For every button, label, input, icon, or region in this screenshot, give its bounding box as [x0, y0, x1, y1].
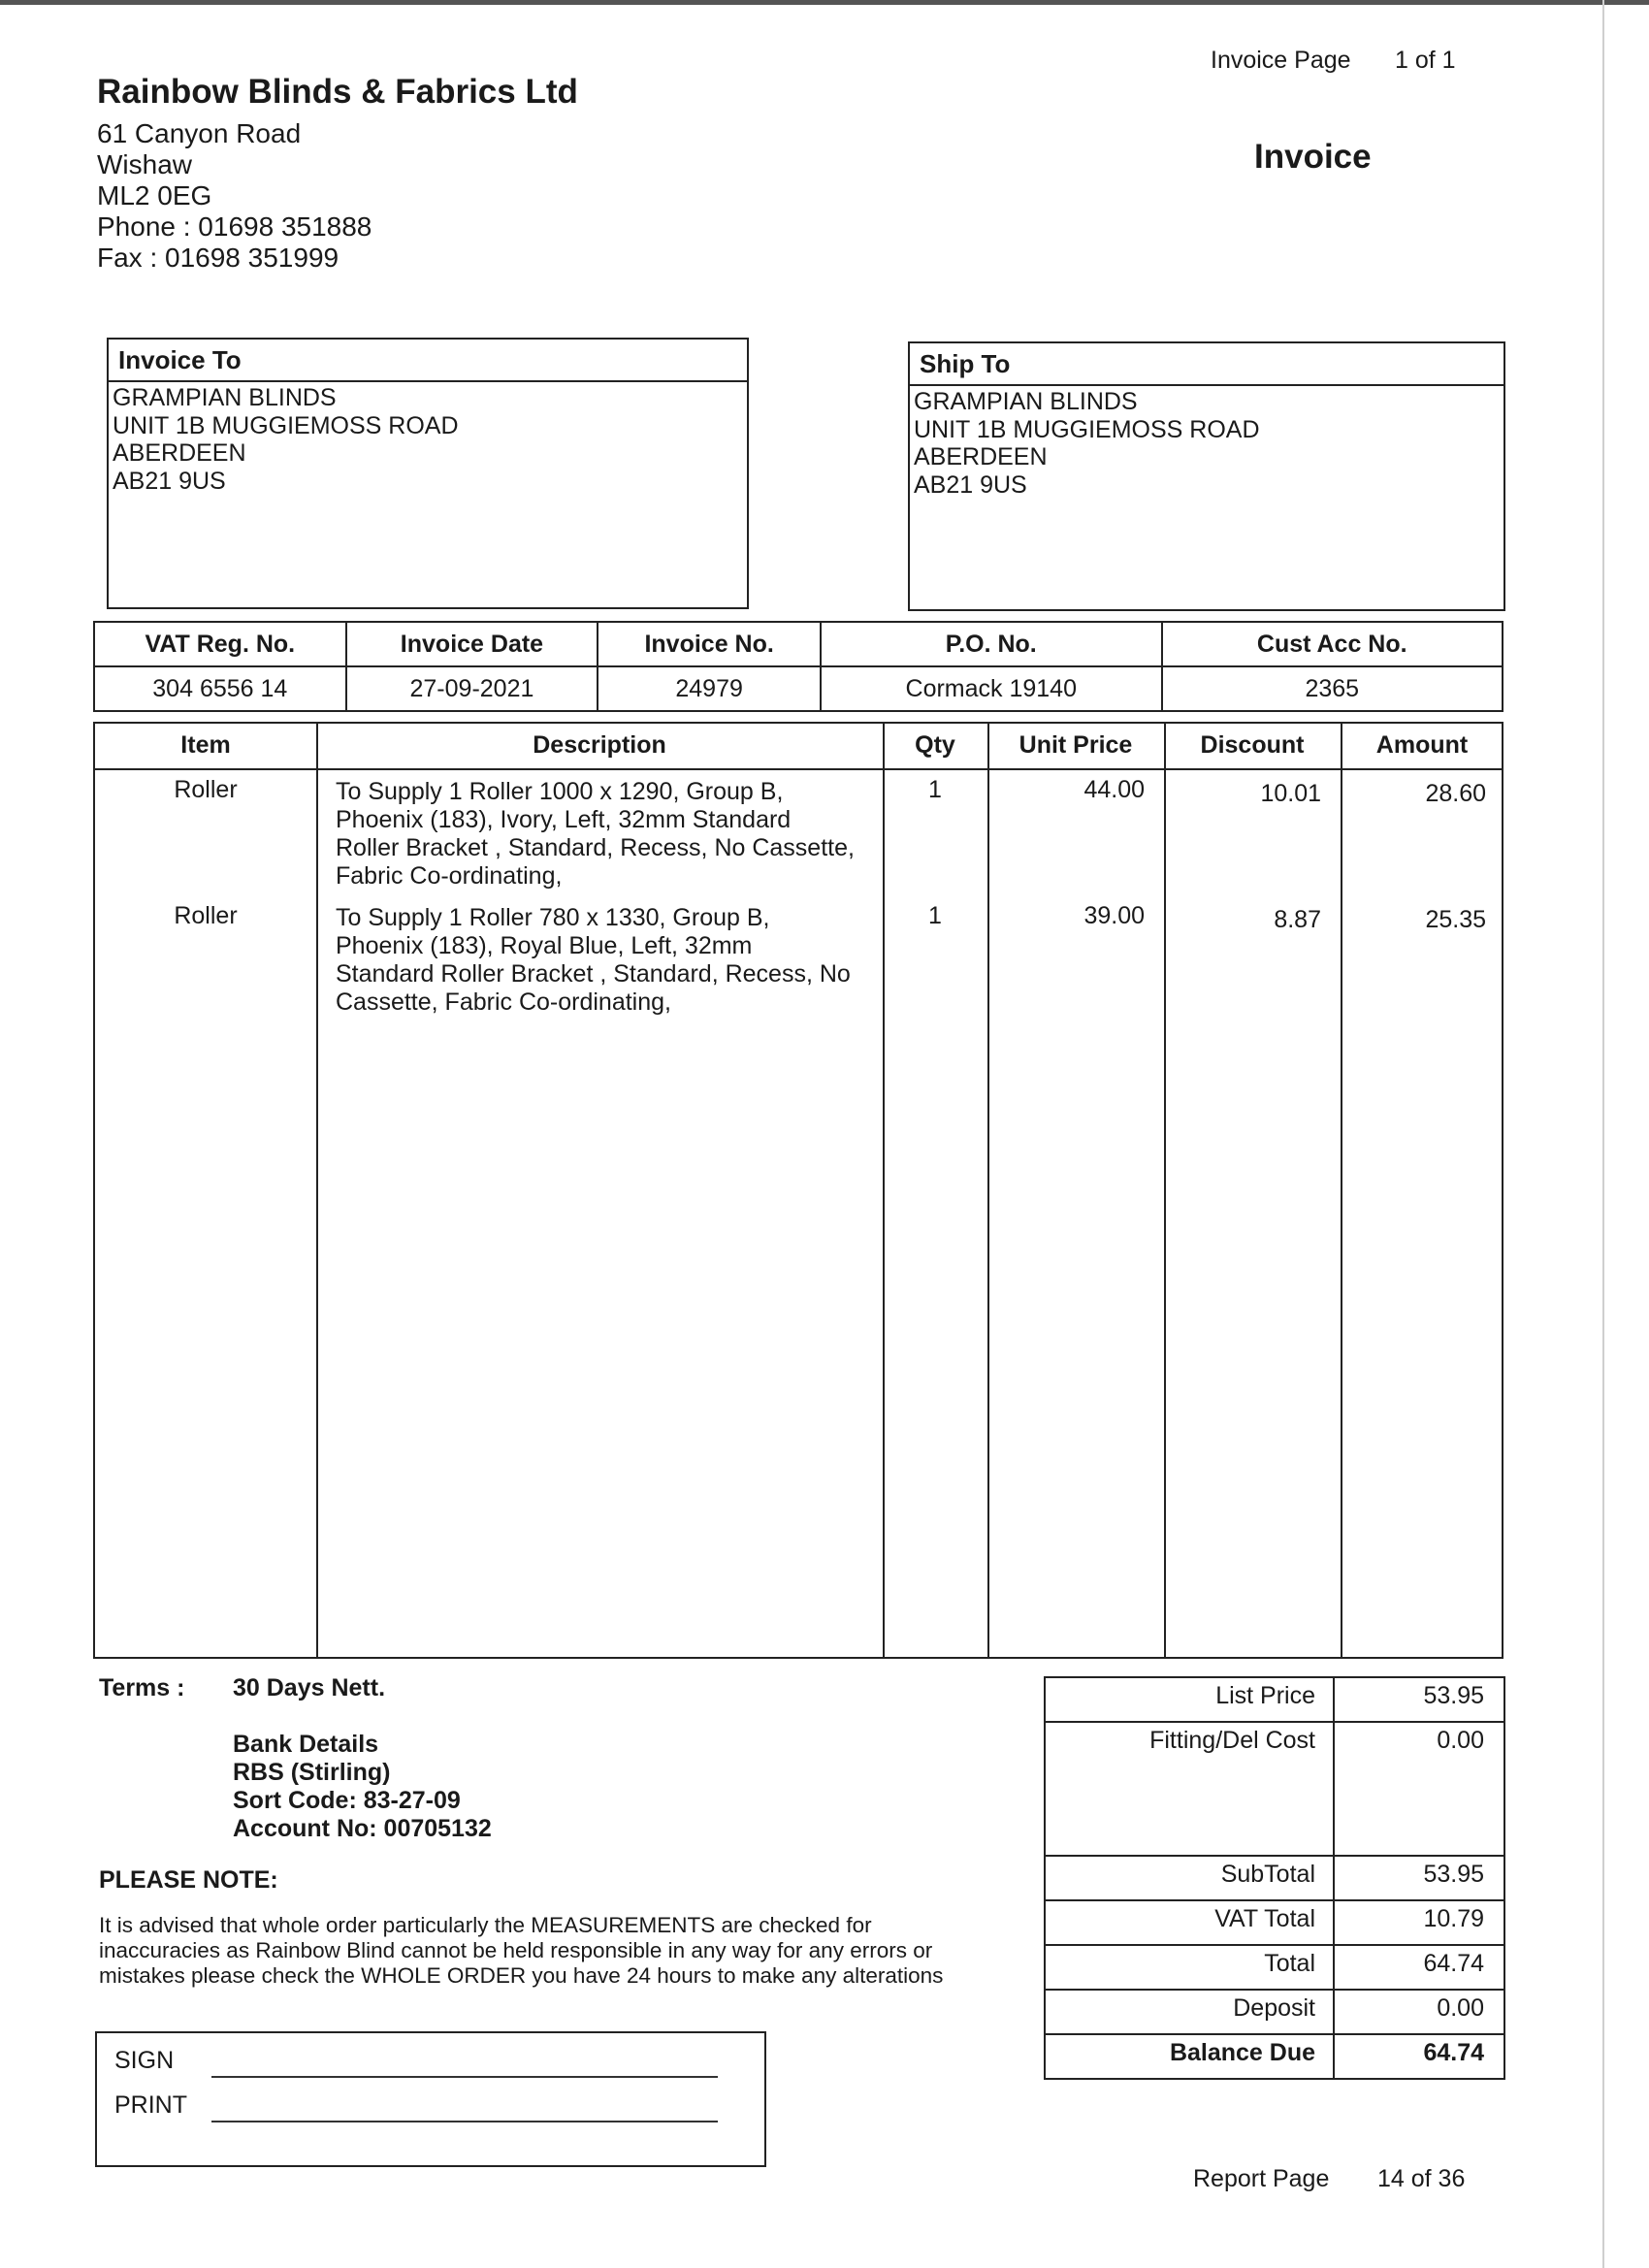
- totals-table: [1044, 1676, 1505, 2080]
- totals-row: [1045, 1722, 1504, 1856]
- report-page-value: 14 of 36: [1377, 2165, 1466, 2192]
- invoice-no-header: Invoice No.: [598, 622, 821, 666]
- invoice-page-value: 1 of 1: [1395, 47, 1456, 74]
- ship-to-line: ABERDEEN: [914, 443, 1048, 470]
- invoice-reference-table: [93, 621, 1504, 712]
- invoice-page-indicator: [1211, 47, 1456, 75]
- invoice-to-title: Invoice To: [109, 340, 747, 382]
- report-page-indicator: [1193, 2165, 1465, 2193]
- sign-label: SIGN: [114, 2047, 175, 2074]
- invoice-to-line: GRAMPIAN BLINDS: [113, 384, 337, 411]
- discount-cell: 8.87: [1274, 906, 1321, 933]
- cust-acc-header: Cust Acc No.: [1162, 622, 1503, 666]
- invoice-to-address: [109, 382, 747, 495]
- account-number: Account No: 00705132: [233, 1815, 492, 1842]
- line-items-table: [93, 722, 1504, 1659]
- invoice-date-value: 27-09-2021: [346, 666, 598, 711]
- deposit-value: 0.00: [1334, 1990, 1504, 2034]
- note-line: mistakes please check the WHOLE ORDER you have 24 hours to make any alterations: [99, 1963, 944, 1988]
- sort-code: Sort Code: 83-27-09: [233, 1787, 461, 1814]
- bank-details: [233, 1731, 492, 1843]
- totals-row: [1045, 2034, 1504, 2079]
- description-line: To Supply 1 Roller 1000 x 1290, Group B,: [336, 778, 784, 805]
- totals-row: [1045, 1900, 1504, 1945]
- list-price-value: 53.95: [1334, 1677, 1504, 1722]
- description-cell: [336, 778, 879, 891]
- ship-to-box: [908, 341, 1505, 611]
- company-address-line: 61 Canyon Road: [97, 118, 302, 148]
- note-line: It is advised that whole order particularly the MEASUREMENTS are checked for: [99, 1913, 872, 1937]
- totals-row: [1045, 1945, 1504, 1990]
- column-divider: [1341, 724, 1342, 1657]
- invoice-to-line: ABERDEEN: [113, 439, 246, 467]
- column-divider: [883, 724, 885, 1657]
- ship-to-line: AB21 9US: [914, 470, 1027, 499]
- fitting-del-cost-label: Fitting/Del Cost: [1045, 1722, 1334, 1856]
- po-no-header: P.O. No.: [821, 622, 1162, 666]
- company-address: [97, 118, 372, 274]
- company-name: Rainbow Blinds & Fabrics Ltd: [97, 73, 578, 111]
- amount-cell: 25.35: [1425, 906, 1486, 933]
- note-title: PLEASE NOTE:: [99, 1866, 278, 1894]
- unit-price-cell: 44.00: [1083, 776, 1145, 803]
- company-address-line: ML2 0EG: [97, 180, 212, 211]
- sign-line[interactable]: [211, 2076, 718, 2078]
- ship-to-line: UNIT 1B MUGGIEMOSS ROAD: [914, 415, 1260, 443]
- description-line: Phoenix (183), Ivory, Left, 32mm Standard: [336, 806, 792, 833]
- amount-header: Amount: [1375, 731, 1469, 759]
- invoice-to-line: AB21 9US: [113, 467, 226, 495]
- discount-header: Discount: [1200, 731, 1305, 759]
- unit-price-header: Unit Price: [1018, 731, 1133, 759]
- document-title: Invoice: [1254, 138, 1372, 176]
- vat-reg-value: 304 6556 14: [94, 666, 346, 711]
- totals-row: [1045, 1990, 1504, 2034]
- vat-total-value: 10.79: [1334, 1900, 1504, 1945]
- bank-name: RBS (Stirling): [233, 1759, 391, 1786]
- qty-cell: 1: [928, 902, 942, 929]
- cust-acc-value: 2365: [1162, 666, 1503, 711]
- ship-to-address: [910, 386, 1504, 499]
- description-header: Description: [533, 731, 666, 759]
- ship-to-title: Ship To: [910, 343, 1504, 386]
- fitting-del-cost-value: 0.00: [1334, 1722, 1504, 1856]
- company-fax: Fax : 01698 351999: [97, 243, 340, 273]
- invoice-to-box: [107, 338, 749, 609]
- invoice-page-label: Invoice Page: [1211, 47, 1351, 74]
- description-line: To Supply 1 Roller 780 x 1330, Group B,: [336, 904, 770, 931]
- description-cell: [336, 904, 879, 1017]
- vat-total-label: VAT Total: [1045, 1900, 1334, 1945]
- invoice-no-value: 24979: [598, 666, 821, 711]
- reference-header-row: [94, 622, 1503, 666]
- scan-right-edge: [1602, 0, 1604, 2268]
- company-phone: Phone : 01698 351888: [97, 211, 372, 242]
- vat-reg-header: VAT Reg. No.: [94, 622, 346, 666]
- amount-cell: 28.60: [1425, 780, 1486, 807]
- totals-row: [1045, 1677, 1504, 1722]
- list-price-label: List Price: [1045, 1677, 1334, 1722]
- print-line[interactable]: [211, 2121, 718, 2122]
- description-line: Standard Roller Bracket , Standard, Recess, No: [336, 960, 851, 988]
- deposit-label: Deposit: [1045, 1990, 1334, 2034]
- description-line: Fabric Co-ordinating,: [336, 862, 563, 890]
- description-line: Phoenix (183), Royal Blue, Left, 32mm: [336, 932, 753, 959]
- subtotal-label: SubTotal: [1045, 1856, 1334, 1900]
- terms-label: Terms :: [99, 1674, 185, 1701]
- subtotal-value: 53.95: [1334, 1856, 1504, 1900]
- unit-price-cell: 39.00: [1083, 902, 1145, 929]
- item-header: Item: [180, 731, 231, 759]
- column-divider: [1164, 724, 1166, 1657]
- scan-top-edge: [0, 0, 1649, 5]
- report-page-label: Report Page: [1193, 2165, 1330, 2192]
- item-cell: Roller: [174, 776, 238, 803]
- qty-header: Qty: [915, 731, 955, 759]
- signature-box: [95, 2031, 766, 2167]
- balance-due-value: 64.74: [1334, 2034, 1504, 2079]
- description-line: Cassette, Fabric Co-ordinating,: [336, 988, 671, 1016]
- bank-details-title: Bank Details: [233, 1731, 379, 1758]
- note-line: inaccuracies as Rainbow Blind cannot be held responsible in any way for any errors or: [99, 1938, 933, 1962]
- invoice-date-header: Invoice Date: [346, 622, 598, 666]
- total-label: Total: [1045, 1945, 1334, 1990]
- company-address-line: Wishaw: [97, 149, 193, 179]
- totals-row: [1045, 1856, 1504, 1900]
- invoice-to-line: UNIT 1B MUGGIEMOSS ROAD: [113, 411, 459, 439]
- balance-due-label: Balance Due: [1045, 2034, 1334, 2079]
- ship-to-line: GRAMPIAN BLINDS: [914, 388, 1138, 415]
- column-divider: [316, 724, 318, 1657]
- column-divider: [987, 724, 989, 1657]
- note-text: [99, 1913, 1001, 1989]
- print-label: PRINT: [114, 2091, 187, 2119]
- total-value: 64.74: [1334, 1945, 1504, 1990]
- description-line: Roller Bracket , Standard, Recess, No Cassette,: [336, 834, 855, 861]
- item-cell: Roller: [174, 902, 238, 929]
- discount-cell: 10.01: [1260, 780, 1321, 807]
- terms-value: 30 Days Nett.: [233, 1674, 386, 1701]
- qty-cell: 1: [928, 776, 942, 803]
- po-no-value: Cormack 19140: [821, 666, 1162, 711]
- reference-value-row: [94, 666, 1503, 711]
